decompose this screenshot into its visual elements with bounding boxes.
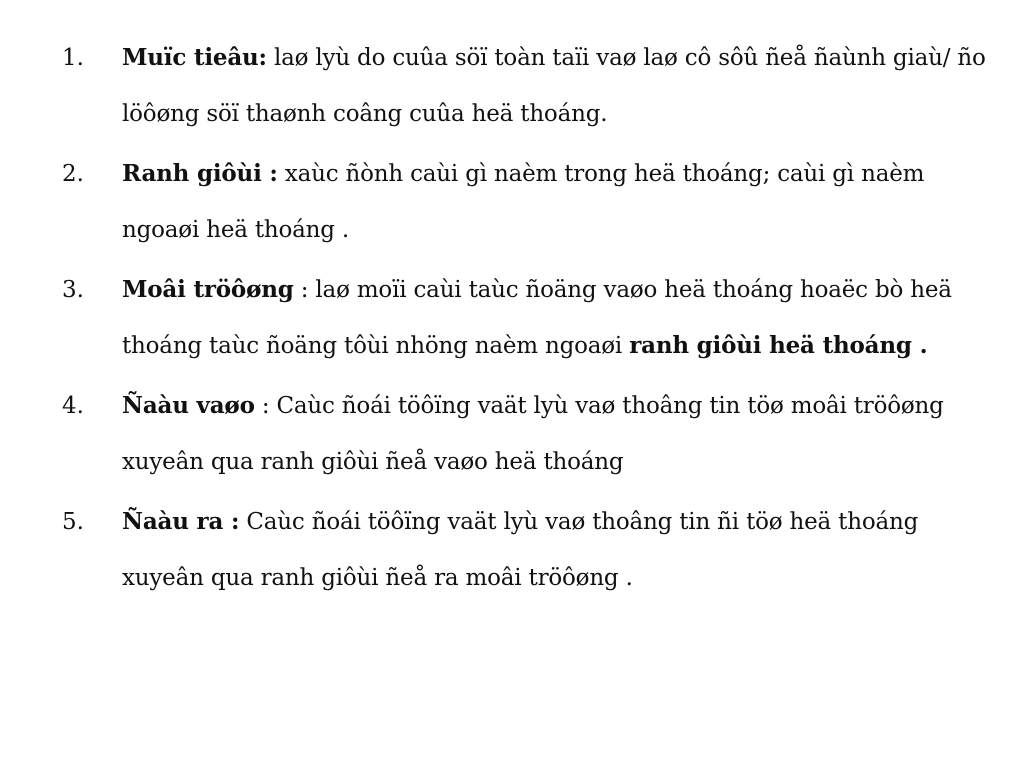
item-body: laø lyù do cuûa söï toàn taïi vaø laø cô sôû ñeå ñaùnh giaù/ ño löôøng söï thaønh coâng cuûa heä thoáng. xyxy=(122,45,986,127)
list-item xyxy=(62,262,1002,374)
list-item xyxy=(62,378,1002,490)
item-number: 2. xyxy=(62,161,84,187)
item-number: 4. xyxy=(62,393,84,419)
item-emphasis: ranh giôùi heä thoáng . xyxy=(629,332,928,359)
item-text xyxy=(122,494,1002,606)
item-term: Ñaàu vaøo xyxy=(122,392,255,419)
item-term: Moâi tröôøng xyxy=(122,276,294,303)
item-term: Ranh giôùi : xyxy=(122,160,278,187)
item-text xyxy=(122,378,1002,490)
definition-list xyxy=(62,30,1002,610)
item-number: 3. xyxy=(62,277,84,303)
list-item xyxy=(62,494,1002,606)
item-number: 5. xyxy=(62,509,84,535)
item-text xyxy=(122,262,1002,374)
item-term: Ñaàu ra : xyxy=(122,508,240,535)
item-body: xaùc ñònh caùi gì naèm trong heä thoáng; caùi gì naèm ngoaøi heä thoáng . xyxy=(122,161,925,243)
list-item xyxy=(62,30,1002,142)
list-item xyxy=(62,146,1002,258)
item-body: Caùc ñoái töôïng vaät lyù vaø thoâng tin ñi töø heä thoáng xuyeân qua ranh giôùi ñeå ra moâi tröôøng . xyxy=(122,509,919,591)
item-term: Muïc tieâu: xyxy=(122,44,267,71)
item-text xyxy=(122,146,1002,258)
item-number: 1. xyxy=(62,45,84,71)
item-body: : Caùc ñoái töôïng vaät lyù vaø thoâng tin töø moâi tröôøng xuyeân qua ranh giôùi ñeå vaøo heä thoáng xyxy=(122,393,944,475)
item-body: : laø moïi caùi taùc ñoäng vaøo heä thoáng hoaëc bò heä thoáng taùc ñoäng tôùi nhöng naèm ngoaøi xyxy=(122,277,952,359)
item-text xyxy=(122,30,1002,142)
